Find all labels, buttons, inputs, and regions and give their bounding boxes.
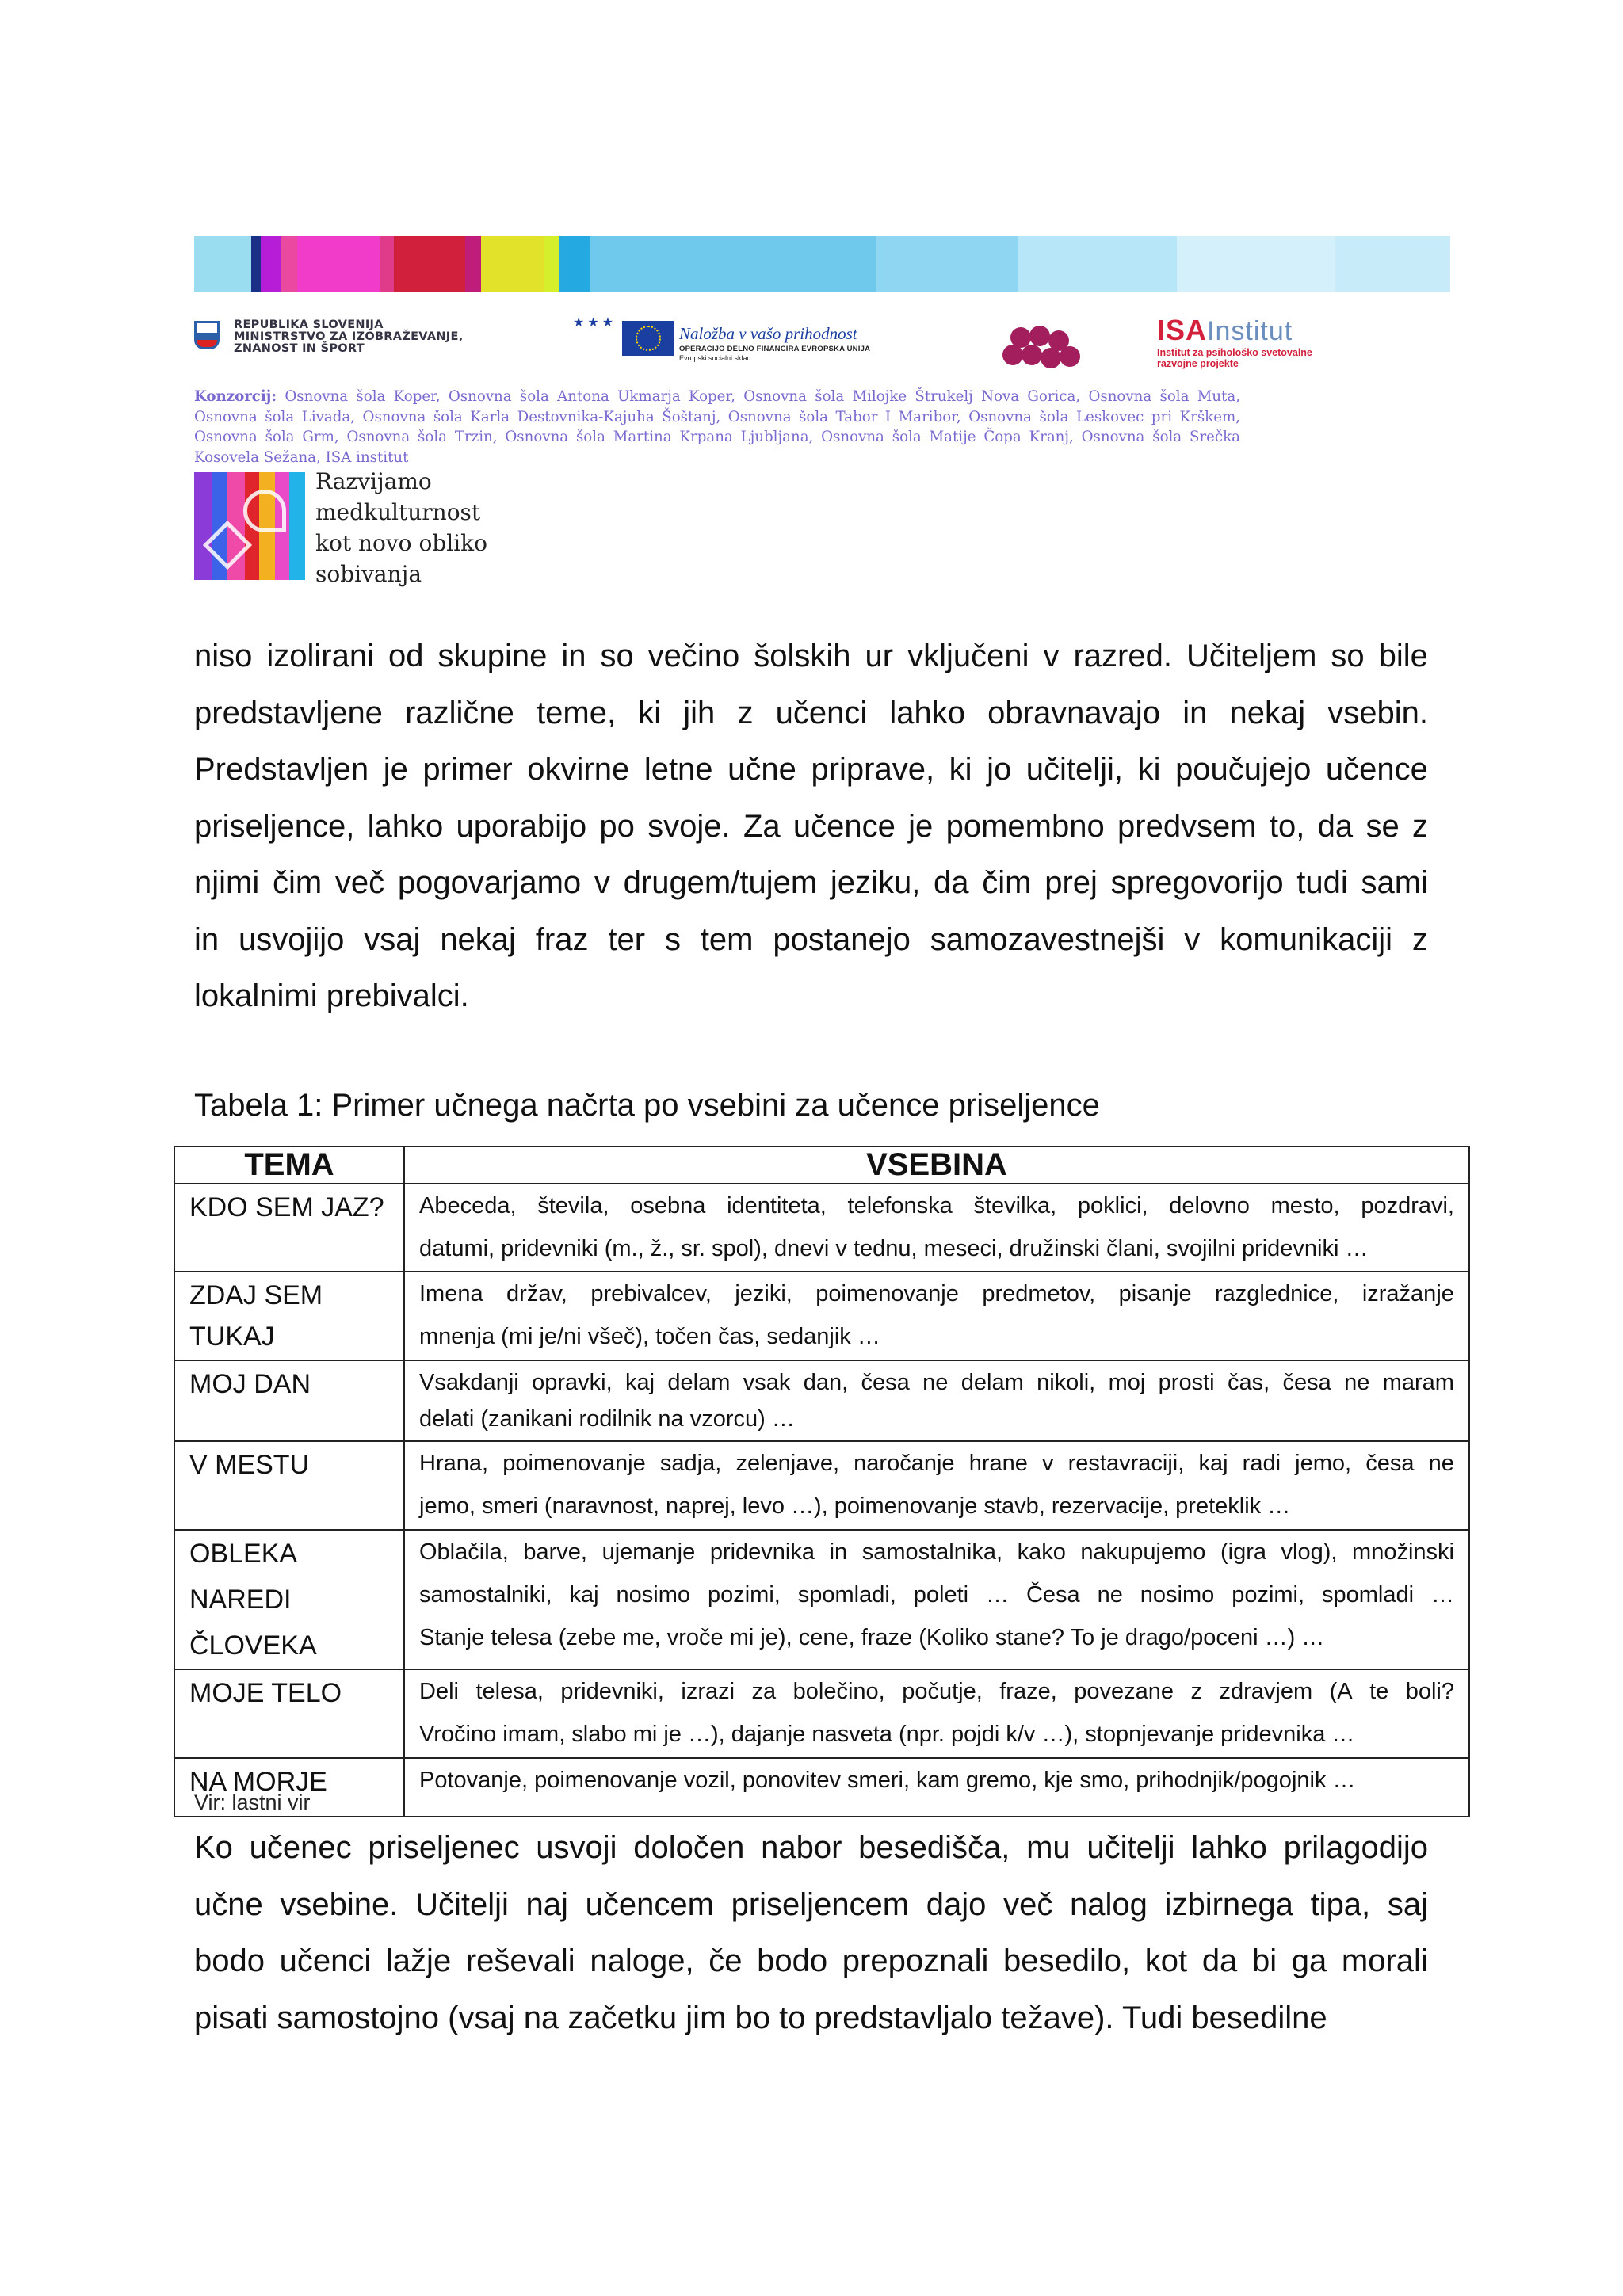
- eu-fund-name: Evropski socialni sklad: [679, 354, 751, 362]
- table-row: [174, 1360, 1469, 1441]
- paragraph-line: Predstavljen je primer okvirne letne učne priprave, ki jo učitelji, ki poučujejo učence: [194, 752, 1428, 787]
- isa-logo-light: Institut: [1207, 316, 1293, 346]
- isa-sub-line-1: Institut za psihološko svetovalne: [1157, 347, 1312, 358]
- vsebina-line: Imena držav, prebivalcev, jeziki, poimenovanje predmetov, pisanje razglednice, izražanje: [419, 1281, 1454, 1306]
- header-tema: TEMA: [174, 1146, 404, 1184]
- paragraph-line: predstavljene različne teme, ki jih z učenci lahko obravnavajo in nekaj vsebin.: [194, 695, 1428, 730]
- konzorcij-text: [194, 387, 1240, 467]
- grapes-logo-icon: [1002, 316, 1074, 372]
- eu-funding-line: OPERACIJO DELNO FINANCIRA EVROPSKA UNIJA: [679, 345, 871, 353]
- color-band-segment: [465, 236, 481, 292]
- header-color-band: [194, 236, 1466, 292]
- tema-cell: [174, 1360, 404, 1441]
- paragraph-line: Ko učenec priseljenec usvoji določen nabor besedišča, mu učitelji lahko prilagodijo: [194, 1830, 1428, 1865]
- color-band-segment: [1177, 236, 1335, 292]
- paragraph-line: lokalnimi prebivalci.: [194, 978, 469, 1013]
- paragraph-line: njimi čim več pogovarjamo v drugem/tujem jeziku, da čim prej spregovorijo tudi sami: [194, 865, 1428, 900]
- table-row: [174, 1441, 1469, 1530]
- color-band-segment: [394, 236, 465, 292]
- tema-line: ZDAJ SEM: [189, 1280, 323, 1310]
- tema-cell: [174, 1530, 404, 1669]
- table-row: [174, 1184, 1469, 1272]
- color-band-segment: [590, 236, 876, 292]
- color-band-segment: [876, 236, 1018, 292]
- ministry-line-2: MINISTRSTVO ZA IZOBRAŽEVANJE,: [234, 330, 464, 343]
- tema-cell: [174, 1669, 404, 1758]
- paragraph-line: bodo učenci lažje reševali naloge, če bodo prepoznali besedilo, kot da bi ga morali: [194, 1943, 1428, 1978]
- lesson-plan-table: [174, 1146, 1470, 1817]
- body-paragraph-1: [194, 628, 1428, 1025]
- paragraph-line: pisati samostojno (vsaj na začetku jim bo to predstavljalo težave). Tudi besedilne: [194, 2000, 1327, 2035]
- vsebina-line: Abeceda, števila, osebna identiteta, telefonska številka, poklici, delovno mesto, pozdravi,: [419, 1193, 1454, 1219]
- vsebina-line: Stanje telesa (zebe me, vroče mi je), cene, fraze (Koliko stane? To je drago/poceni …) …: [419, 1625, 1325, 1650]
- vsebina-line: Vročino imam, slabo mi je …), dajanje nasveta (npr. pojdi k/v …), stopnjevanje pridevnika …: [419, 1722, 1355, 1747]
- tema-line: NA MORJE: [189, 1767, 327, 1797]
- konzorcij-members: Osnovna šola Koper, Osnovna šola Antona Ukmarja Koper, Osnovna šola Milojke Štrukelj Nova Gorica, Osnovna šola Muta, Osnovna šola Livada, Osnovna šola Karla Destovnika-Kajuha Šoštanj, Osnovna šola Tabor I Maribor, Osnovna šola Leskovec pri Krškem, Osnovna šola Grm, Osnovna šola Trzin, Osnovna šola Martina Krpana Ljubljana, Osnovna šola Matije Čopa Kranj, Osnovna šola Srečka Kosovela Sežana, ISA institut: [194, 388, 1240, 466]
- vsebina-line: Deli telesa, pridevniki, izrazi za bolečino, počutje, fraze, povezane z zdravjem (A te boli?: [419, 1679, 1454, 1704]
- table-row: [174, 1530, 1469, 1669]
- vsebina-line: Potovanje, poimenovanje vozil, ponovitev smeri, kam gremo, kje smo, prihodnjik/pogojnik …: [419, 1768, 1356, 1793]
- color-band-segment: [281, 236, 297, 292]
- vsebina-line: Vsakdanji opravki, kaj delam vsak dan, česa ne delam nikoli, moj prosti čas, česa ne maram: [419, 1370, 1454, 1395]
- sponsor-logos: [194, 313, 1466, 376]
- ministry-logo: [194, 319, 464, 355]
- tema-cell: [174, 1441, 404, 1530]
- tema-line: ČLOVEKA: [189, 1630, 317, 1661]
- isa-logo-bold: ISA: [1157, 314, 1208, 346]
- isa-sub-line-2: razvojne projekte: [1157, 358, 1239, 369]
- project-logo-icon: [194, 472, 305, 580]
- table-caption: Tabela 1: Primer učnega načrta po vsebini za učence priseljence: [194, 1088, 1100, 1123]
- color-band-segment: [481, 236, 544, 292]
- table-header-row: [174, 1146, 1469, 1184]
- color-band-segment: [194, 236, 251, 292]
- color-band-segment: [559, 236, 590, 292]
- body-paragraph-2: [194, 1820, 1428, 2046]
- color-band-segment: [261, 236, 281, 292]
- slovenia-coat-of-arms-icon: [194, 321, 220, 349]
- table-source: Vir: lastni vir: [194, 1791, 311, 1814]
- vsebina-line: mnenja (mi je/ni všeč), točen čas, sedanjik …: [419, 1324, 880, 1349]
- paragraph-line: priseljence, lahko uporabijo po svoje. Za učence je pomembno predvsem to, da se z: [194, 808, 1428, 844]
- tema-line: V MESTU: [189, 1450, 310, 1480]
- eu-flag-icon: [622, 321, 674, 356]
- tema-line: TUKAJ: [189, 1322, 275, 1352]
- vsebina-cell: [404, 1669, 1469, 1758]
- vsebina-cell: [404, 1360, 1469, 1441]
- vsebina-line: datumi, pridevniki (m., ž., sr. spol), dnevi v tednu, meseci, družinski člani, svojilni pridevniki …: [419, 1236, 1369, 1261]
- vsebina-line: samostalniki, kaj nosimo pozimi, spomladi, poleti … Česa ne nosimo pozimi, spomladi …: [419, 1582, 1454, 1608]
- project-title: [315, 466, 487, 589]
- paragraph-line: in usvojijo vsaj nekaj fraz ter s tem postanejo samozavestnejši v komunikaciji z: [194, 921, 1428, 957]
- project-title-line-4: sobivanja: [315, 561, 422, 587]
- vsebina-line: jemo, smeri (naravnost, naprej, levo …), poimenovanje stavb, rezervacije, preteklik …: [419, 1493, 1291, 1519]
- project-title-line-1: Razvijamo: [315, 468, 432, 494]
- konzorcij-label: Konzorcij:: [194, 388, 277, 405]
- project-title-line-2: medkulturnost: [315, 499, 481, 525]
- tema-cell: [174, 1272, 404, 1360]
- vsebina-cell: [404, 1758, 1469, 1817]
- vsebina-line: delati (zanikani rodilnik na vzorcu) …: [419, 1406, 795, 1432]
- vsebina-line: Oblačila, barve, ujemanje pridevnika in samostalnika, kako nakupujemo (igra vlog), množinski: [419, 1539, 1454, 1565]
- color-band-segment: [380, 236, 394, 292]
- eu-slogan: Naložba v vašo prihodnost: [679, 324, 857, 343]
- table-row: [174, 1669, 1469, 1758]
- tema-cell: [174, 1184, 404, 1272]
- vsebina-cell: [404, 1272, 1469, 1360]
- paragraph-line: učne vsebine. Učitelji naj učencem priseljencem dajo več nalog izbirnega tipa, saj: [194, 1886, 1428, 1922]
- stars-icon: ★★★: [573, 316, 617, 330]
- color-band-segment: [544, 236, 559, 292]
- project-title-line-3: kot novo obliko: [315, 530, 487, 556]
- ministry-line-3: ZNANOST IN ŠPORT: [234, 342, 365, 355]
- vsebina-cell: [404, 1184, 1469, 1272]
- table-row: [174, 1758, 1469, 1817]
- color-band-segment: [251, 236, 261, 292]
- tema-line: KDO SEM JAZ?: [189, 1192, 384, 1222]
- ministry-line-1: REPUBLIKA SLOVENIJA: [234, 318, 384, 331]
- color-band-segment: [1335, 236, 1450, 292]
- color-band-segment: [1018, 236, 1177, 292]
- tema-line: MOJE TELO: [189, 1678, 342, 1708]
- vsebina-cell: [404, 1441, 1469, 1530]
- isa-institut-logo: [1157, 315, 1312, 369]
- table-row: [174, 1272, 1469, 1360]
- color-band-segment: [297, 236, 380, 292]
- vsebina-cell: [404, 1530, 1469, 1669]
- vsebina-line: Hrana, poimenovanje sadja, zelenjave, naročanje hrane v restavraciji, kaj radi jemo, česa ne: [419, 1451, 1454, 1476]
- header-vsebina: VSEBINA: [404, 1146, 1469, 1184]
- tema-line: MOJ DAN: [189, 1369, 311, 1399]
- paragraph-line: niso izolirani od skupine in so večino šolskih ur vključeni v razred. Učiteljem so bile: [194, 639, 1428, 673]
- tema-line: NAREDI: [189, 1585, 292, 1615]
- tema-line: OBLEKA: [189, 1539, 298, 1569]
